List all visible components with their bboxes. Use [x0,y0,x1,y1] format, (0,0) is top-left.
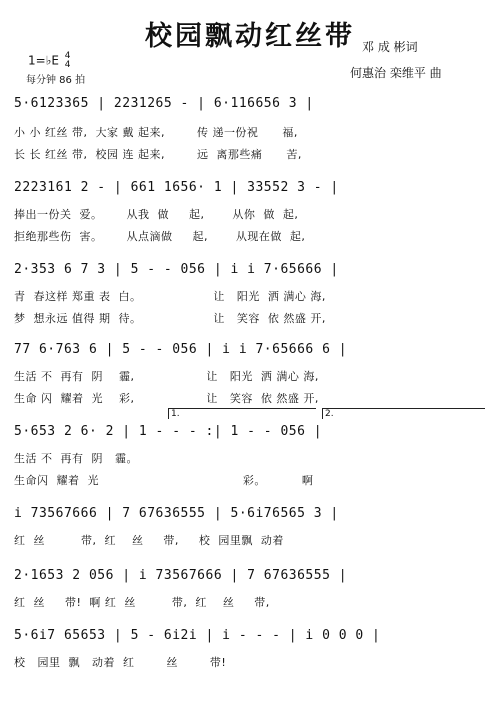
notation-line-6: i 73567666 | 7 67636555 | 5·6i76565 3 | [14,506,339,521]
notation-line-5: 5·653 2 6· 2 | 1 - - - :| 1 - - 056 | [14,424,323,439]
song-title: 校园飘动红丝带 [145,21,355,52]
composer-credit: 何惠治 栾维平 曲 [350,66,442,80]
notation-line-8: 5·6i7 65653 | 5 - 6i2i | i - - - | i 0 0 0 | [14,628,381,643]
lyrics-line-4-verse-2: 生命 闪 耀着 光 彩, 让 笑容 依 然盛 开, [14,392,319,405]
time-signature [65,52,71,70]
lyrics-line-3-verse-1: 青 春这样 郑重 表 白。 让 阳光 洒 满心 海, [14,290,326,303]
second-ending-bracket: 2. [322,408,485,419]
lyricist-credit: 邓 成 彬词 [362,40,418,54]
lyrics-line-3-verse-2: 梦 想永远 值得 期 待。 让 笑容 依 然盛 开, [14,312,326,325]
lyrics-line-4-verse-1: 生活 不 再有 阴 霾, 让 阳光 洒 满心 海, [14,370,319,383]
tempo-marking: 每分钟 86 拍 [26,75,86,86]
time-signature-bottom: 4 [64,60,71,70]
notation-line-1: 5·6123365 | 2231265 - | 6·116656 3 | [14,96,314,111]
lyrics-line-1-verse-1: 小 小 红丝 带, 大家 戴 起来, 传 递一份祝 福, [14,126,298,139]
lyrics-line-8: 校 园里 飘 动着 红 丝 带! [14,656,227,669]
notation-line-2: 2223161 2 - | 661 1656· 1 | 33552 3 - | [14,180,339,195]
lyrics-line-2-verse-2: 拒绝那些伤 害。 从点滴做 起, 从现在做 起, [14,230,306,243]
lyrics-line-5-verse-2: 生命闪 耀着 光 彩。 啊 [14,474,314,487]
first-ending-bracket: 1. [168,408,316,419]
lyrics-line-1-verse-2: 长 长 红丝 带, 校园 连 起来, 远 离那些痛 苦, [14,148,302,161]
notation-line-7: 2·1653 2 056 | i 73567666 | 7 67636555 | [14,568,348,583]
notation-line-3: 2·353 6 7 3 | 5 - - 056 | i i 7·65666 | [14,262,339,277]
key-and-time-signature [28,52,71,70]
lyrics-line-7: 红 丝 带! 啊 红 丝 带, 红 丝 带, [14,596,270,609]
key-signature: 1=♭E [28,53,59,68]
lyrics-line-2-verse-1: 捧出一份关 爱。 从我 做 起, 从你 做 起, [14,208,299,221]
lyrics-line-5-verse-1: 生活 不 再有 阴 霾。 [14,452,138,465]
lyrics-line-6: 红 丝 带, 红 丝 带, 校 园里飘 动着 [14,534,284,547]
notation-line-4: 77 6·763 6 | 5 - - 056 | i i 7·65666 6 | [14,342,348,357]
time-signature-top: 4 [64,51,71,61]
